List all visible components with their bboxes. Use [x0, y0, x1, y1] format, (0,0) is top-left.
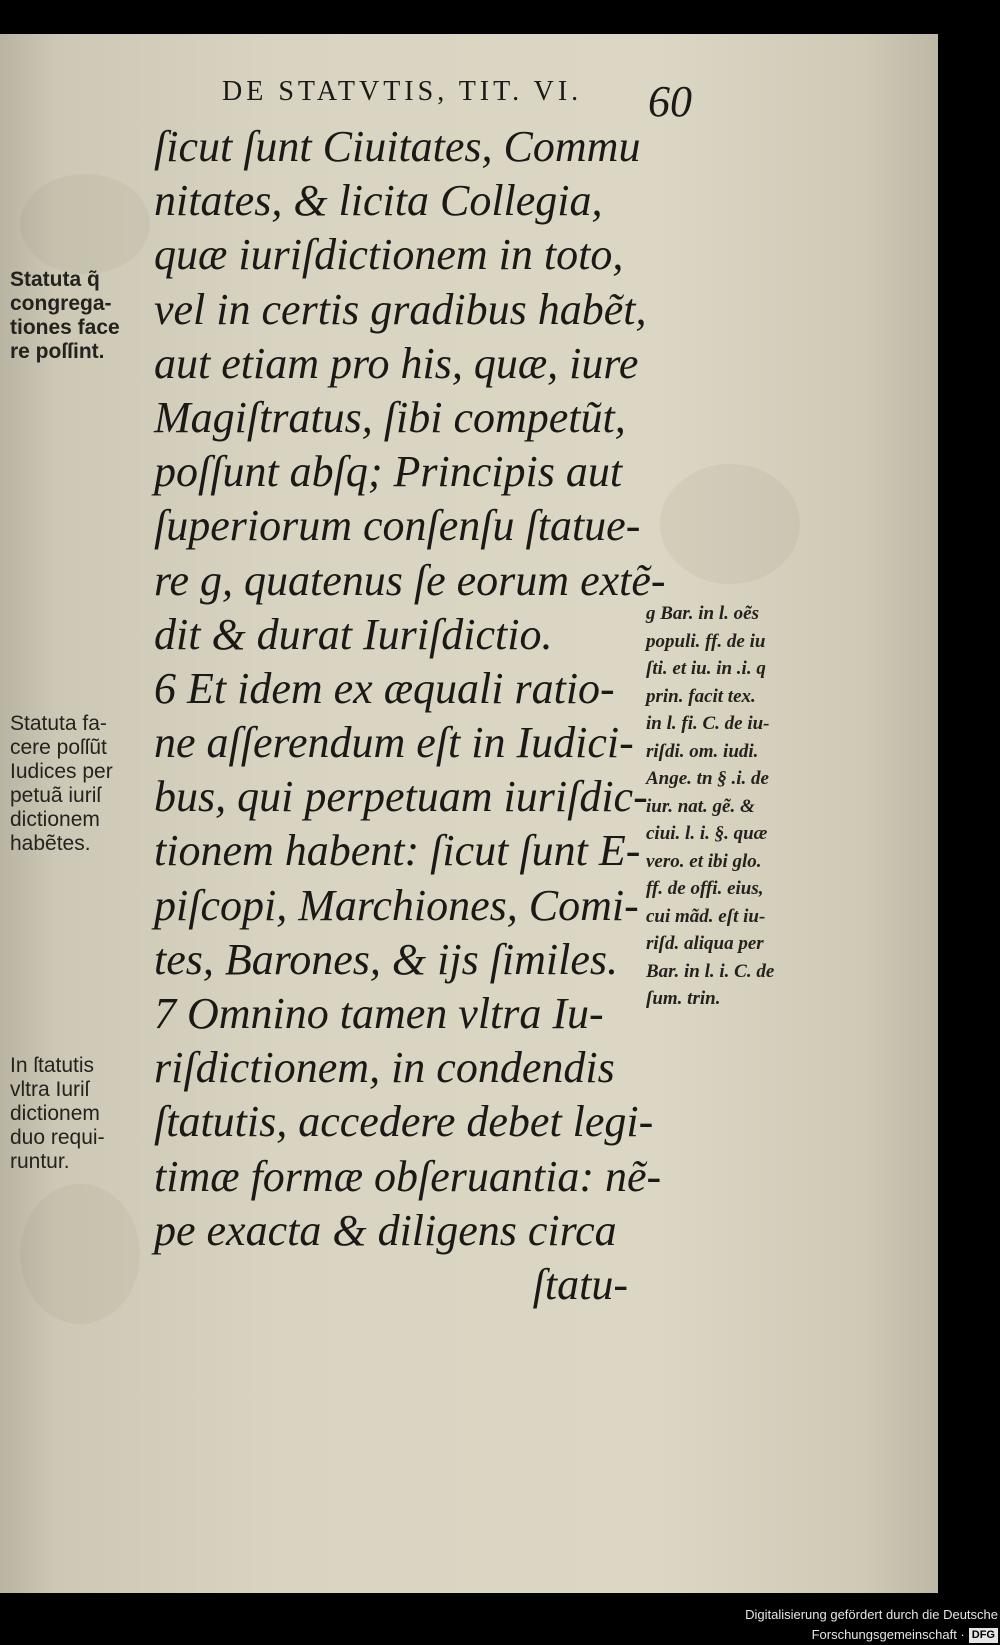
dfg-logo: DFG	[969, 1628, 998, 1643]
note-line: ciui. l. i. §. quæ	[646, 823, 768, 844]
note-line: In ſtatutis	[10, 1054, 95, 1077]
note-line: cere poſſũt	[10, 736, 107, 759]
note-line: Bar. in l. i. C. de	[646, 960, 775, 982]
note-line: Statuta fa-	[10, 712, 107, 735]
note-line: riſdi. om. iudi.	[646, 740, 759, 762]
note-line: populi. ff. de iu	[646, 630, 766, 652]
note-line: Ange. tn § .i. de	[646, 768, 769, 789]
note-line: ſti. et iu. in .i. q	[646, 658, 766, 679]
text-line: ſicut ſunt Ciuitates, Commu	[154, 122, 641, 171]
margin-note-left-1	[10, 268, 150, 364]
note-line: duo requi-	[10, 1126, 105, 1149]
page-number: 60	[648, 77, 692, 126]
show-through-stain	[20, 174, 150, 274]
note-line: habẽtes.	[10, 832, 91, 855]
text-line: vel in certis gradibus habẽt,	[154, 284, 647, 334]
margin-note-right-g	[646, 600, 796, 1013]
text-line: dit & durat Iuriſdictio.	[154, 609, 553, 659]
note-line: dictionem	[10, 808, 100, 831]
note-line: re poſſint.	[10, 340, 105, 363]
digitization-credit	[600, 1605, 998, 1642]
margin-note-left-3	[10, 1054, 150, 1174]
text-line: poſſunt abſq; Principis aut	[154, 447, 623, 497]
credit-text: Digitalisierung gefördert durch die Deutsche Forschungsgemeinschaft ·	[745, 1607, 998, 1642]
note-line: vero. et ibi glo.	[646, 850, 762, 872]
note-line: iur. nat. gẽ. &	[646, 795, 755, 817]
show-through-stain	[20, 1184, 140, 1324]
text-line: tes, Barones, & ijs ſimiles.	[154, 934, 619, 984]
show-through-stain	[660, 464, 800, 584]
note-line: congrega-	[10, 292, 112, 315]
text-line: riſdictionem, in condendis	[154, 1043, 615, 1093]
note-line: cui mãd. eſt iu-	[646, 905, 766, 927]
text-line: 7 Omnino tamen vltra Iu-	[154, 989, 604, 1038]
text-line: ſuperiorum conſenſu ſtatue-	[154, 501, 641, 551]
text-line: ſtatutis, accedere debet legi-	[154, 1097, 654, 1147]
note-line: prin. facit tex.	[646, 685, 756, 707]
text-line: pe exacta & diligens circa	[154, 1205, 617, 1255]
note-line: in l. fi. C. de iu-	[646, 713, 770, 734]
margin-note-left-2	[10, 712, 150, 856]
note-line: dictionem	[10, 1102, 100, 1125]
note-line: Iudices per	[10, 760, 113, 783]
note-line: riſd. aliqua per	[646, 933, 764, 954]
text-line: piſcopi, Marchiones, Comi-	[154, 880, 639, 930]
note-line: runtur.	[10, 1150, 70, 1173]
text-line: tionem habent: ſicut ſunt E-	[154, 826, 641, 876]
text-line: Magiſtratus, ſibi competũt,	[154, 392, 626, 442]
text-line: ne aſſerendum eſt in Iudici-	[154, 718, 634, 768]
main-text-column	[154, 120, 666, 1312]
note-line: vltra Iuriſ	[10, 1078, 90, 1101]
note-line: Statuta q̃	[10, 268, 100, 291]
note-line: g Bar. in l. oẽs	[646, 603, 759, 624]
scan-border	[938, 0, 1000, 1600]
catchword: ſtatu-	[532, 1259, 628, 1309]
note-line: ff. de offi. eius,	[646, 878, 764, 899]
text-line: re g, quatenus ſe eorum extẽ-	[154, 555, 666, 605]
note-line: tiones face	[10, 316, 120, 339]
text-line: timæ formæ obſeruantia: nẽ-	[154, 1151, 662, 1201]
note-line: ſum. trin.	[646, 988, 721, 1009]
text-line: nitates, & licita Collegia,	[154, 176, 603, 226]
text-line: 6 Et idem ex æquali ratio-	[154, 663, 615, 713]
text-line: aut etiam pro his, quæ, iure	[154, 338, 639, 388]
note-line: petuã iuriſ	[10, 784, 102, 807]
text-line: bus, qui perpetuam iuriſdic-	[154, 772, 648, 822]
text-line: quæ iuriſdictionem in toto,	[154, 230, 624, 280]
running-title: DE STATVTIS, TIT. VI.	[222, 76, 583, 107]
